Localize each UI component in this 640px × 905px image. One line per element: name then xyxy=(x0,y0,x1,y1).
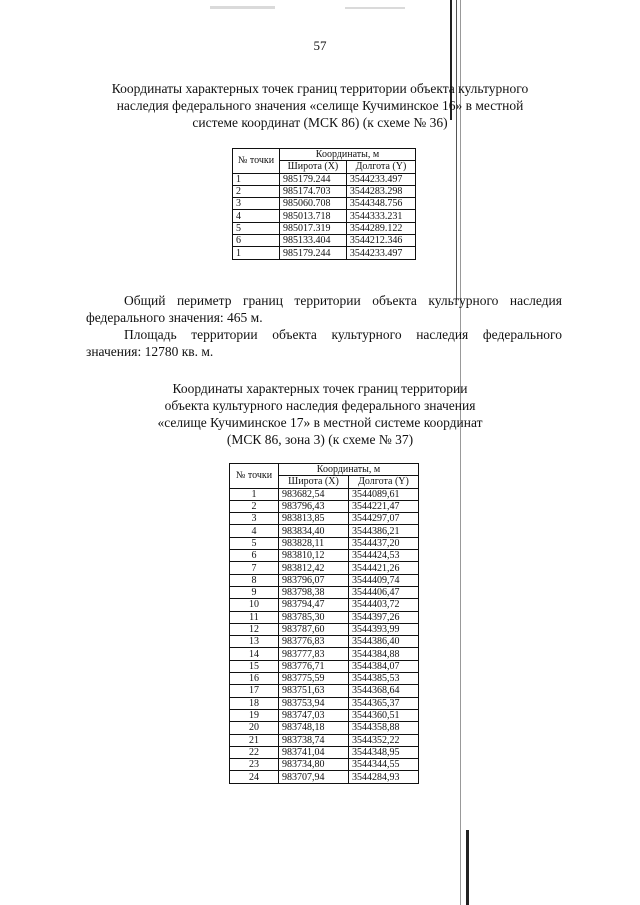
lon-cell: 3544385,53 xyxy=(348,673,418,685)
table-row xyxy=(230,771,419,783)
point-cell: 12 xyxy=(230,623,279,635)
lat-cell: 985133.404 xyxy=(280,235,347,247)
page-number: 57 xyxy=(313,38,327,53)
point-cell: 3 xyxy=(230,513,279,525)
lat-cell: 985017.319 xyxy=(280,222,347,234)
lat-cell: 983747,03 xyxy=(279,709,349,721)
point-cell: 5 xyxy=(233,222,280,234)
lon-cell: 3544424,53 xyxy=(348,550,418,562)
table-row xyxy=(230,636,419,648)
perimeter-line2: федерального значения: 465 м. xyxy=(86,310,263,325)
lat-cell: 983812,42 xyxy=(279,562,349,574)
lon-cell: 3544386,40 xyxy=(348,636,418,648)
table-row xyxy=(233,247,416,259)
point-cell: 5 xyxy=(230,537,279,549)
table-row xyxy=(230,734,419,746)
point-cell: 11 xyxy=(230,611,279,623)
header-lon: Долгота (Y) xyxy=(348,476,418,488)
point-cell: 14 xyxy=(230,648,279,660)
point-cell: 6 xyxy=(230,550,279,562)
table-row xyxy=(230,759,419,771)
lat-cell: 983707,94 xyxy=(279,771,349,783)
area-line1: Площадь территории объекта культурного наследия федерального xyxy=(124,327,562,342)
lat-cell: 985060.708 xyxy=(280,198,347,210)
table-row xyxy=(230,525,419,537)
lon-cell: 3544384,88 xyxy=(348,648,418,660)
point-cell: 23 xyxy=(230,759,279,771)
lat-cell: 983798,38 xyxy=(279,586,349,598)
table-row xyxy=(230,586,419,598)
section1-heading-line: Координаты характерных точек границ территории объекта культурного xyxy=(111,81,529,96)
lat-cell: 983785,30 xyxy=(279,611,349,623)
lat-cell: 983738,74 xyxy=(279,734,349,746)
lat-cell: 985174.703 xyxy=(280,185,347,197)
table-row xyxy=(230,623,419,635)
table-row xyxy=(230,685,419,697)
scan-edge-line-bottom xyxy=(466,830,469,905)
lat-cell: 983776,71 xyxy=(279,660,349,672)
lon-cell: 3544437,20 xyxy=(348,537,418,549)
scan-smudge-top xyxy=(210,6,275,9)
lon-cell: 3544386,21 xyxy=(348,525,418,537)
point-cell: 21 xyxy=(230,734,279,746)
lat-cell: 983828,11 xyxy=(279,537,349,549)
perimeter-line1: Общий периметр границ территории объекта культурного наследия xyxy=(124,293,562,308)
lon-cell: 3544368,64 xyxy=(348,685,418,697)
lat-cell: 983796,43 xyxy=(279,500,349,512)
table-row xyxy=(230,660,419,672)
lon-cell: 3544421,26 xyxy=(348,562,418,574)
table-row xyxy=(230,648,419,660)
lat-cell: 983682,54 xyxy=(279,488,349,500)
lat-cell: 985013.718 xyxy=(280,210,347,222)
point-cell: 22 xyxy=(230,746,279,758)
point-cell: 17 xyxy=(230,685,279,697)
lat-cell: 983834,40 xyxy=(279,525,349,537)
table-row xyxy=(233,210,416,222)
lon-cell: 3544221,47 xyxy=(348,500,418,512)
lon-cell: 3544365,37 xyxy=(348,697,418,709)
header-coordinates: Координаты, м xyxy=(279,464,419,476)
lon-cell: 3544212.346 xyxy=(346,235,415,247)
point-cell: 18 xyxy=(230,697,279,709)
lon-cell: 3544384,07 xyxy=(348,660,418,672)
table-row xyxy=(233,198,416,210)
lon-cell: 3544348.756 xyxy=(346,198,415,210)
point-cell: 4 xyxy=(233,210,280,222)
scan-edge-line-lower xyxy=(460,0,461,905)
area-line2: значения: 12780 кв. м. xyxy=(86,344,214,359)
point-cell: 9 xyxy=(230,586,279,598)
point-cell: 3 xyxy=(233,198,280,210)
table-row xyxy=(230,500,419,512)
point-cell: 19 xyxy=(230,709,279,721)
section2-heading-line: Координаты характерных точек границ территории xyxy=(172,381,468,396)
table-row xyxy=(230,599,419,611)
lat-cell: 983776,83 xyxy=(279,636,349,648)
lon-cell: 3544358,88 xyxy=(348,722,418,734)
lon-cell: 3544283.298 xyxy=(346,185,415,197)
point-cell: 16 xyxy=(230,673,279,685)
header-coordinates: Координаты, м xyxy=(280,149,416,161)
lat-cell: 983751,63 xyxy=(279,685,349,697)
lon-cell: 3544406,47 xyxy=(348,586,418,598)
lon-cell: 3544233.497 xyxy=(346,173,415,185)
table-row xyxy=(233,185,416,197)
table-row xyxy=(230,673,419,685)
lon-cell: 3544333.231 xyxy=(346,210,415,222)
table-row xyxy=(230,722,419,734)
table-row xyxy=(230,488,419,500)
scan-smudge-top-right xyxy=(345,7,405,9)
lon-cell: 3544089,61 xyxy=(348,488,418,500)
point-cell: 8 xyxy=(230,574,279,586)
lon-cell: 3544289.122 xyxy=(346,222,415,234)
point-cell: 20 xyxy=(230,722,279,734)
section2-heading-line: «селище Кучиминское 17» в местной системе координат xyxy=(157,415,483,430)
table-row xyxy=(230,537,419,549)
table-row xyxy=(230,709,419,721)
point-cell: 2 xyxy=(230,500,279,512)
table-row xyxy=(230,513,419,525)
header-lat: Широта (X) xyxy=(279,476,349,488)
perimeter-paragraph xyxy=(86,292,562,326)
point-cell: 13 xyxy=(230,636,279,648)
lat-cell: 983748,18 xyxy=(279,722,349,734)
lon-cell: 3544344,55 xyxy=(348,759,418,771)
table-row xyxy=(230,562,419,574)
coordinates-table-2-body xyxy=(230,488,419,783)
table-row xyxy=(230,746,419,758)
lat-cell: 985179.244 xyxy=(280,173,347,185)
lat-cell: 983796,07 xyxy=(279,574,349,586)
table-row xyxy=(230,697,419,709)
section2-heading-line: (МСК 86, зона 3) (к схеме № 37) xyxy=(226,432,414,447)
section2-heading-line: объекта культурного наследия федерального значения xyxy=(164,398,476,413)
table-row xyxy=(230,611,419,623)
table-row xyxy=(233,173,416,185)
point-cell: 15 xyxy=(230,660,279,672)
lon-cell: 3544348,95 xyxy=(348,746,418,758)
header-lon: Долгота (Y) xyxy=(346,161,415,173)
area-paragraph xyxy=(86,326,562,360)
section1-heading-line: системе координат (МСК 86) (к схеме № 36) xyxy=(192,115,448,130)
lat-cell: 983794,47 xyxy=(279,599,349,611)
table-row xyxy=(233,235,416,247)
section2-heading xyxy=(60,380,580,448)
point-cell: 1 xyxy=(233,173,280,185)
coordinates-table-2 xyxy=(229,463,419,784)
lat-cell: 983777,83 xyxy=(279,648,349,660)
lat-cell: 983775,59 xyxy=(279,673,349,685)
lon-cell: 3544352,22 xyxy=(348,734,418,746)
point-cell: 4 xyxy=(230,525,279,537)
coordinates-table-1-body xyxy=(233,173,416,259)
lat-cell: 983734,80 xyxy=(279,759,349,771)
point-cell: 1 xyxy=(230,488,279,500)
lat-cell: 983813,85 xyxy=(279,513,349,525)
table-row xyxy=(233,222,416,234)
header-point: № точки xyxy=(233,149,280,174)
lon-cell: 3544233.497 xyxy=(346,247,415,259)
table-row xyxy=(230,574,419,586)
coordinates-table-1 xyxy=(232,148,416,260)
header-point: № точки xyxy=(230,464,279,489)
lon-cell: 3544297,07 xyxy=(348,513,418,525)
table-row xyxy=(230,550,419,562)
lon-cell: 3544409,74 xyxy=(348,574,418,586)
header-lat: Широта (X) xyxy=(280,161,347,173)
lat-cell: 983810,12 xyxy=(279,550,349,562)
point-cell: 6 xyxy=(233,235,280,247)
lat-cell: 983787,60 xyxy=(279,623,349,635)
section1-heading-line: наследия федерального значения «селище Кучиминское 16» в местной xyxy=(116,98,524,113)
lon-cell: 3544393,99 xyxy=(348,623,418,635)
point-cell: 7 xyxy=(230,562,279,574)
lat-cell: 985179.244 xyxy=(280,247,347,259)
lon-cell: 3544403,72 xyxy=(348,599,418,611)
lat-cell: 983741,04 xyxy=(279,746,349,758)
lat-cell: 983753,94 xyxy=(279,697,349,709)
point-cell: 24 xyxy=(230,771,279,783)
lon-cell: 3544397,26 xyxy=(348,611,418,623)
lon-cell: 3544284,93 xyxy=(348,771,418,783)
point-cell: 2 xyxy=(233,185,280,197)
point-cell: 10 xyxy=(230,599,279,611)
lon-cell: 3544360,51 xyxy=(348,709,418,721)
section1-heading xyxy=(60,80,580,131)
point-cell: 1 xyxy=(233,247,280,259)
